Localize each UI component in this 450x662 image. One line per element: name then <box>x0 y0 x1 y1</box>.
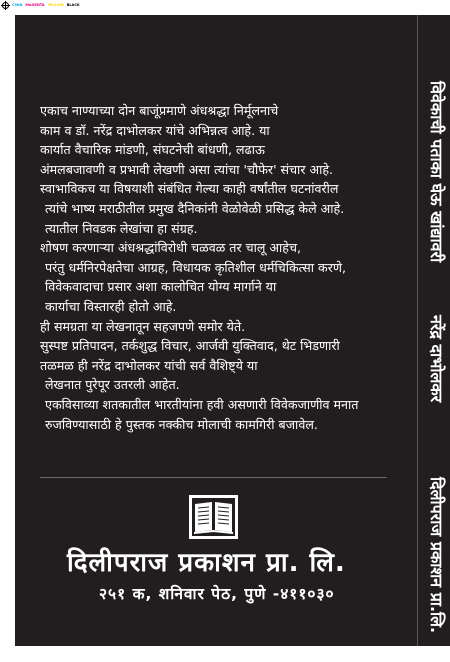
spine-author: नरेंद्र दाभोलकर <box>427 315 446 403</box>
blurb-line: एकाच नाण्याच्या दोन बाजूंप्रमाणे अंधश्रद्धा निर्मूलनाचे <box>40 103 279 118</box>
blurb-line: लेखनात पुरेपूर उतरली आहेत. <box>45 377 180 393</box>
registration-mark-icon <box>2 2 9 9</box>
blurb-line: त्यांचे भाष्य मराठीतील प्रमुख दैनिकांनी वेळोवेळी प्रसिद्ध केले आहे. <box>45 200 345 216</box>
blurb-line: ही समग्रता या लेखनातून सहजपणे समोर येते. <box>40 318 246 334</box>
cyan-mark: CYAN <box>12 3 23 7</box>
spine-publisher: दिलीपराज प्रकाशन प्रा.लि. <box>427 477 446 634</box>
blurb-line: अंमलबजावणी व प्रभावी लेखणी असा त्यांचा 'चौफेर' संचार आहे. <box>40 161 334 177</box>
blurb-line: काम व डॉ. नरेंद्र दाभोलकर यांचे अभिन्नत्व आहे. या <box>40 122 270 138</box>
blurb-line: स्वाभाविकच या विषयाशी संबंधित गेल्या काही वर्षांतील घटनांवरील <box>40 181 339 197</box>
blurb-line: सुस्पष्ट प्रतिपादन, तर्कशुद्ध विचार, आर्जवी युक्तिवाद, थेट भिडणारी <box>40 338 340 354</box>
print-color-marks <box>12 2 80 8</box>
black-mark: BLACK <box>66 3 80 7</box>
blurb-line: कार्याचा विस्तारही होतो आहे. <box>45 298 177 314</box>
back-cover <box>15 15 450 646</box>
publisher-name: दिलीपराज प्रकाशन प्रा. लि. <box>67 548 346 578</box>
blurb-text <box>40 101 412 434</box>
blurb-line: रुजविण्यासाठी हे पुस्तक नक्कीच मोलाची कामगिरी बजावेल. <box>45 416 318 432</box>
blurb-line: एकविसाव्या शतकातील भारतीयांना हवी असणारी विवेकजाणीव मनात <box>45 396 359 412</box>
divider-line <box>40 477 387 478</box>
blurb-line: तळमळ ही नरेंद्र दाभोलकर यांची सर्व वैशिष्ट्ये या <box>40 357 258 373</box>
blurb-line: शोषण करणाऱ्या अंधश्रद्धांविरोधी चळवळ तर चालू आहेच, <box>40 240 301 256</box>
spine-title: विवेकाची पताका घेऊ खांद्यावरी <box>427 81 446 263</box>
spine-fold-line <box>417 15 418 646</box>
blurb-line: कार्यात वैचारिक मांडणी, संघटनेची बांधणी, लढाऊ <box>40 142 265 158</box>
publisher-address: २५१ क, शनिवार पेठ, पुणे -४११०३० <box>99 585 335 603</box>
blurb-line: विवेकवादाचा प्रसार अशा कालोचित योग्य मार्गाने या <box>45 279 277 295</box>
magenta-mark: MAGENTA <box>25 3 45 7</box>
blurb-line: त्यातील निवडक लेखांचा हा संग्रह. <box>45 220 198 236</box>
open-book-icon <box>186 492 241 542</box>
yellow-mark: YELLOW <box>47 3 64 7</box>
blurb-line: परंतु धर्मनिरपेक्षतेचा आग्रह, विधायक कृतिशील धर्मचिकित्सा करणे, <box>45 259 346 275</box>
